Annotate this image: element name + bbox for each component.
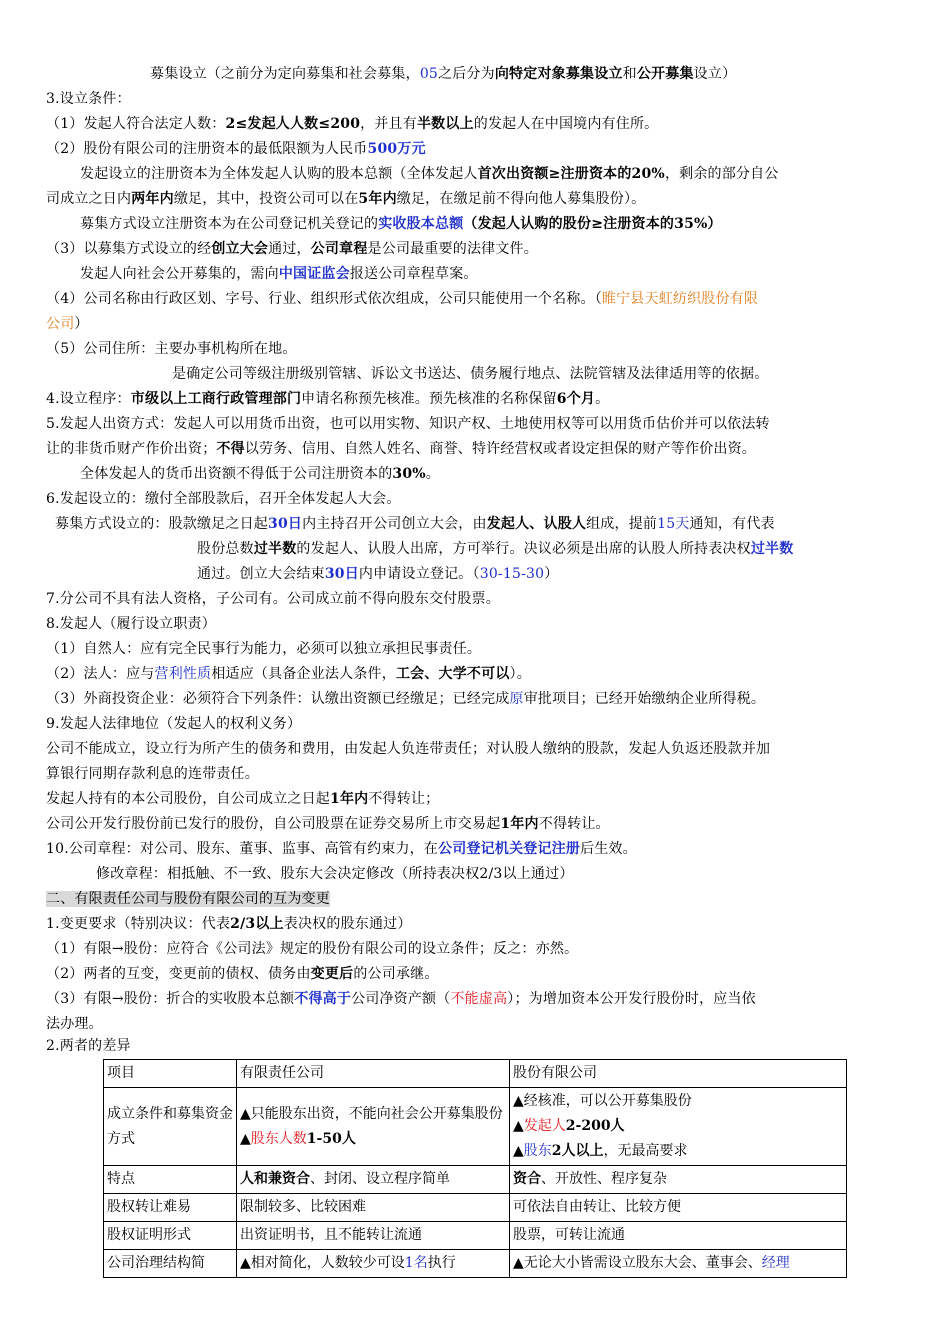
text-line: 算银行同期存款利息的连带责任。 bbox=[46, 766, 259, 782]
text-line: （3）以募集方式设立的经创立大会通过，公司章程是公司最重要的法律文件。 bbox=[46, 241, 538, 257]
text-line: （3）外商投资企业：必须符合下列条件：认缴出资额已经缴足；已经完成原审批项目；已经开始缴纳企业所得税。 bbox=[46, 691, 766, 707]
table-header-cell: 有限责任公司 bbox=[237, 1060, 510, 1088]
section-title: 7.分公司不具有法人资格，子公司有。公司成立前不得向股东交付股票。 bbox=[46, 591, 500, 607]
text-line: 募集方式设立注册资本为在公司登记机关登记的实收股本总额（发起人认购的股份≥注册资本的35%） bbox=[80, 216, 722, 232]
text-line: 公司公开发行股份前已发行的股份，自公司股票在证券交易所上市交易起1年内不得转让。 bbox=[46, 816, 610, 832]
table-row bbox=[104, 1222, 847, 1250]
text-line: 司成立之日内两年内缴足，其中，投资公司可以在5年内缴足，在缴足前不得向他人募集股份）。 bbox=[46, 191, 646, 207]
table-row-label: 特点 bbox=[104, 1166, 237, 1194]
section-title: 2.两者的差异 bbox=[46, 1038, 131, 1054]
table-header-cell: 股份有限公司 bbox=[510, 1060, 847, 1088]
table-row-label: 公司治理结构简 bbox=[104, 1250, 237, 1278]
text-line: （2）法人：应与营利性质相适应（具备企业法人条件，工会、大学不可以）。 bbox=[46, 666, 531, 682]
table-cell: 人和兼资合、封闭、设立程序简单 bbox=[237, 1166, 510, 1194]
table-cell: 可依法自由转让、比较方便 bbox=[510, 1194, 847, 1222]
comparison-table bbox=[103, 1059, 847, 1278]
section-title: 4.设立程序：市级以上工商行政管理部门申请名称预先核准。预先核准的名称保留6个月。 bbox=[46, 391, 610, 407]
section-title: 8.发起人（履行设立职责） bbox=[46, 616, 216, 632]
text-line: 股份总数过半数的发起人、认股人出席，方可举行。决议必须是出席的认股人所持表决权过半数 bbox=[197, 541, 794, 557]
text-line: （5）公司住所：主要办事机构所在地。 bbox=[46, 341, 297, 357]
text-line: 公司） bbox=[46, 316, 89, 332]
table-cell bbox=[237, 1088, 510, 1166]
cell-line: ▲发起人2-200人 bbox=[513, 1118, 625, 1134]
table-cell: 资合、开放性、程序复杂 bbox=[510, 1166, 847, 1194]
section-title: 6.发起设立的：缴付全部股款后，召开全体发起人大会。 bbox=[46, 491, 401, 507]
cell-line: ▲股东人数1-50人 bbox=[240, 1130, 356, 1147]
text-line: 是确定公司等级注册级别管辖、诉讼文书送达、债务履行地点、法院管辖及法律适用等的依据。 bbox=[172, 366, 769, 382]
cell-line: ▲经核准，可以公开募集股份 bbox=[513, 1093, 692, 1109]
table-cell: 限制较多、比较困难 bbox=[237, 1194, 510, 1222]
text-line: （4）公司名称由行政区划、字号、行业、组织形式依次组成，公司只能使用一个名称。（睢宁县天虹纺织股份有限 bbox=[46, 291, 759, 307]
table-row bbox=[104, 1194, 847, 1222]
text-line: 发起人持有的本公司股份，自公司成立之日起1年内不得转让； bbox=[46, 791, 440, 807]
text-line: （1）自然人：应有完全民事行为能力，必须可以独立承担民事责任。 bbox=[46, 641, 482, 657]
text-line: （2）两者的互变，变更前的债权、债务由变更后的公司承继。 bbox=[46, 966, 439, 982]
text-line: 修改章程：相抵触、不一致、股东大会决定修改（所持表决权2/3以上通过） bbox=[96, 866, 574, 882]
table-row-label: 成立条件和募集资金方式 bbox=[104, 1088, 237, 1166]
table-header-row bbox=[104, 1060, 847, 1088]
table-row bbox=[104, 1088, 847, 1166]
text-line: （1）有限→股份：应符合《公司法》规定的股份有限公司的设立条件；反之：亦然。 bbox=[46, 941, 579, 957]
text-line: 募集方式设立的：股款缴足之日起30日内主持召开公司创立大会，由发起人、认股人组成，提前15天通知，有代表 bbox=[55, 516, 775, 532]
cell-line: ▲只能股东出资，不能向社会公开募集股份 bbox=[240, 1105, 503, 1122]
heading-line: 募集设立（之前分为定向募集和社会募集，05之后分为向特定对象募集设立和公开募集设立） bbox=[150, 66, 737, 82]
text-line: 全体发起人的货币出资额不得低于公司注册资本的30%。 bbox=[80, 466, 440, 482]
table-cell: 股票，可转让流通 bbox=[510, 1222, 847, 1250]
text-line: 发起人向社会公开募集的，需向中国证监会报送公司章程草案。 bbox=[80, 266, 478, 282]
table-header-cell: 项目 bbox=[104, 1060, 237, 1088]
cell-line: ▲股东2人以上，无最高要求 bbox=[513, 1143, 688, 1159]
section-title: 9.发起人法律地位（发起人的权利义务） bbox=[46, 716, 302, 732]
text-line: （2）股份有限公司的注册资本的最低限额为人民币500万元 bbox=[46, 141, 426, 157]
table-row-label: 股权转让难易 bbox=[104, 1194, 237, 1222]
text-line: （3）有限→股份：折合的实收股本总额不得高于公司净资产额（不能虚高）；为增加资本公开发行股份时，应当依 bbox=[46, 991, 756, 1007]
table-cell bbox=[510, 1088, 847, 1166]
text-line: 法办理。 bbox=[46, 1016, 103, 1032]
text-line: 让的非货币财产作价出资；不得以劳务、信用、自然人姓名、商誉、特许经营权或者设定担保的财产等作价出资。 bbox=[46, 441, 757, 457]
text-line: 发起设立的注册资本为全体发起人认购的股本总额（全体发起人首次出资额≥注册资本的20%，剩余的部分自公 bbox=[80, 166, 779, 182]
table-row-label: 股权证明形式 bbox=[104, 1222, 237, 1250]
table-cell: ▲相对简化，人数较少可设1名执行 bbox=[237, 1250, 510, 1278]
text-line: （1）发起人符合法定人数：2≤发起人人数≤200，并且有半数以上的发起人在中国境内有住所。 bbox=[46, 116, 659, 132]
section-title: 10.公司章程：对公司、股东、董事、监事、高管有约束力，在公司登记机关登记注册后生效。 bbox=[46, 841, 637, 857]
table-cell: ▲无论大小皆需设立股东大会、董事会、经理 bbox=[510, 1250, 847, 1278]
section-title: 5.发起人出资方式：发起人可以用货币出资，也可以用实物、知识产权、土地使用权等可以用货币估价并可以依法转 bbox=[46, 416, 770, 432]
chapter-heading: 二、有限责任公司与股份有限公司的互为变更 bbox=[46, 891, 330, 907]
table-row bbox=[104, 1166, 847, 1194]
table-cell: 出资证明书，且不能转让流通 bbox=[237, 1222, 510, 1250]
table-row bbox=[104, 1250, 847, 1278]
text-line: 公司不能成立，设立行为所产生的债务和费用，由发起人负连带责任；对认股人缴纳的股款，发起人负返还股款并加 bbox=[46, 741, 771, 757]
text-line: 通过。创立大会结束30日内申请设立登记。（30-15-30） bbox=[197, 566, 559, 582]
section-title: 3.设立条件： bbox=[46, 91, 131, 107]
section-title: 1.变更要求（特别决议：代表2/3以上表决权的股东通过） bbox=[46, 916, 412, 932]
